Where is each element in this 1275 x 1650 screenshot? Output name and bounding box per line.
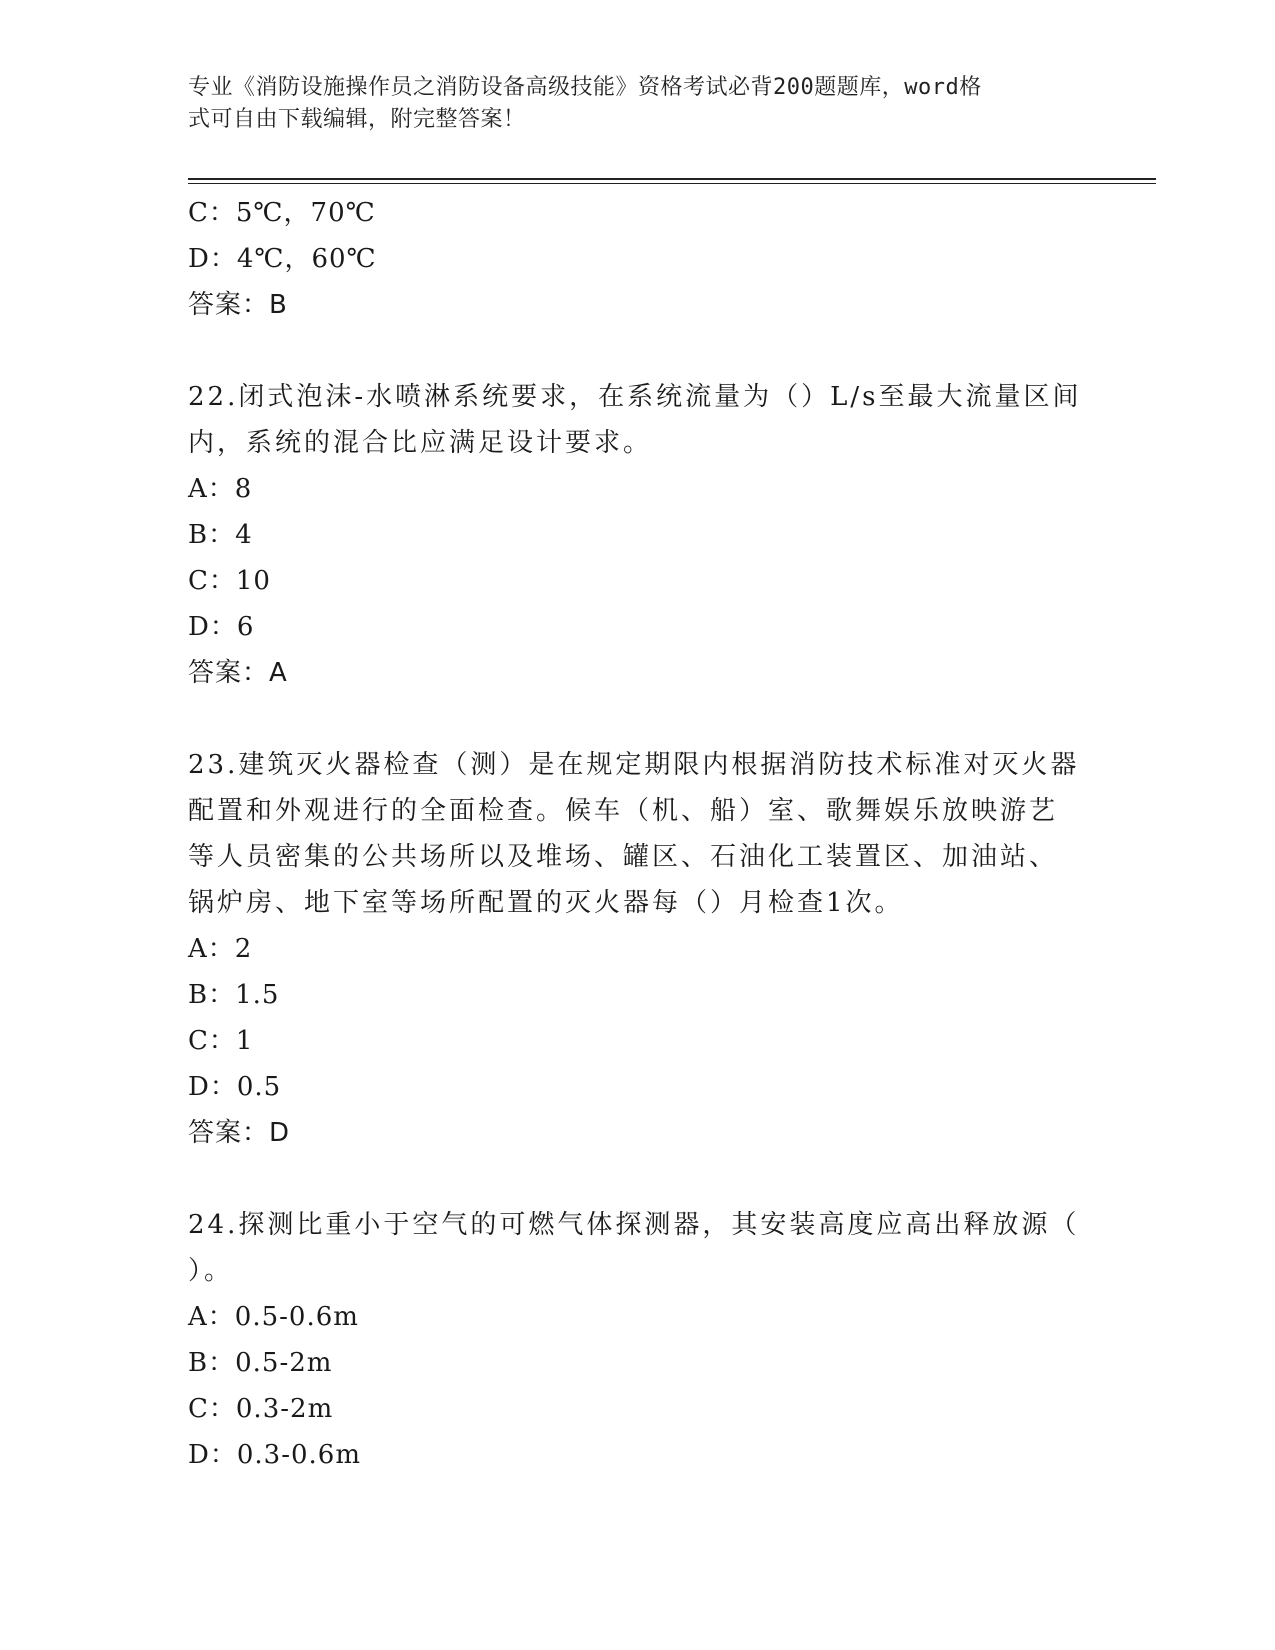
option-a: A：2 [188,934,253,964]
question-23 [188,742,1088,1156]
question-stem-line: 配置和外观进行的全面检查。候车（机、船）室、歌舞娱乐放映游艺 [188,796,1059,826]
question-stem-line: 22.闭式泡沫-水喷淋系统要求，在系统流量为（）L/s至最大流量区间 [188,382,1082,412]
question-list [188,190,1088,1478]
option-a: A：8 [188,474,253,504]
question-21-continuation [188,190,1088,328]
question-24 [188,1202,1088,1478]
option-b: B：4 [188,520,253,550]
question-stem-line: 23.建筑灭火器检查（测）是在规定期限内根据消防技术标准对灭火器 [188,750,1080,780]
option-b: B：1.5 [188,980,280,1010]
option-d: D：0.5 [188,1072,282,1102]
question-stem-line: 24.探测比重小于空气的可燃气体探测器，其安装高度应高出释放源（ [188,1210,1080,1240]
option-c: C：5℃，70℃ [188,198,376,228]
header-title-line-1: 专业《消防设施操作员之消防设备高级技能》资格考试必背200题题库，word格 [188,75,982,100]
option-d: D：4℃，60℃ [188,244,377,274]
spacer [188,328,1088,374]
header-title-line-2: 式可自由下载编辑，附完整答案！ [188,107,526,132]
option-d: D：6 [188,612,255,642]
header-divider-thick [188,178,1156,180]
answer-line: 答案：D [188,1118,291,1148]
spacer [188,696,1088,742]
question-stem-line: 等人员密集的公共场所以及堆场、罐区、石油化工装置区、加油站、 [188,842,1059,872]
document-header [188,72,1068,136]
question-stem-line: 锅炉房、地下室等场所配置的灭火器每（）月检查1次。 [188,888,904,918]
question-22 [188,374,1088,696]
option-c: C：10 [188,566,271,596]
option-c: C：1 [188,1026,254,1056]
option-a: A：0.5-0.6m [188,1302,359,1332]
answer-line: 答案：B [188,290,288,320]
header-divider-thin [188,183,1156,184]
question-stem-line: 内，系统的混合比应满足设计要求。 [188,428,653,458]
question-stem-line: ）。 [188,1256,234,1286]
option-c: C：0.3-2m [188,1394,334,1424]
option-b: B：0.5-2m [188,1348,333,1378]
option-d: D：0.3-0.6m [188,1440,361,1470]
spacer [188,1156,1088,1202]
answer-line: 答案：A [188,658,288,688]
